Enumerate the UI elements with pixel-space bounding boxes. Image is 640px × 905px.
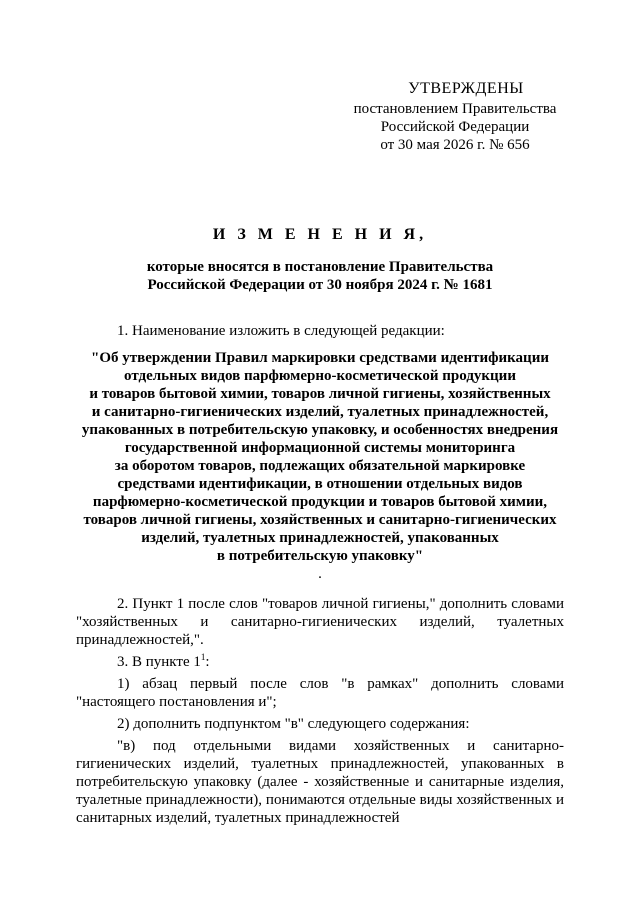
- quote-line: и товаров бытовой химии, товаров личной гигиены, хозяйственных: [89, 386, 551, 402]
- document-heading: [60, 226, 580, 294]
- item-3-colon: :: [205, 654, 210, 670]
- document-subtitle-line-2: Российской Федерации от 30 ноября 2024 г. № 1681: [147, 277, 493, 293]
- subitem-2-text: "в) под отдельными видами хозяйственных и санитарно-гигиенических изделий, туалетных принадлежностей, упакованных в потребительскую упаковку (далее - хозяйственные и санитарные изделия, туалетные принадлежности), понимаются отдельные виды хозяйственных и санитарных изделий, туалетных принадлежностей: [76, 738, 564, 826]
- quote-last-text: в потребительскую упаковку": [216, 548, 424, 564]
- document-subtitle-line-1: которые вносятся в постановление Правительства: [146, 259, 494, 275]
- item-2: 2. Пункт 1 после слов "товаров личной гигиены," дополнить словами "хозяйственных и санитарно-гигиенических изделий, туалетных принадлежностей,".: [76, 596, 564, 648]
- new-title-quote: [76, 349, 564, 583]
- quote-line: государственной информационной системы мониторинга: [124, 440, 516, 456]
- quote-line: парфюмерно-косметической продукции и товаров бытовой химии,: [92, 494, 548, 510]
- item-1: 1. Наименование изложить в следующей редакции:: [117, 323, 445, 339]
- quote-line: упакованных в потребительскую упаковку, и особенностях внедрения: [81, 422, 559, 438]
- quote-period: .: [318, 566, 322, 582]
- quote-last-line: [76, 547, 564, 583]
- approval-title: УТВЕРЖДЕНЫ: [408, 80, 524, 97]
- quote-line: "Об утверждении Правил маркировки средствами идентификации: [91, 350, 549, 366]
- quote-line: за оборотом товаров, подлежащих обязательной маркировке: [114, 458, 526, 474]
- document-body: [76, 322, 564, 831]
- subitem-1: 1) абзац первый после слов "в рамках" дополнить словами "настоящего постановления и";: [76, 676, 564, 710]
- quote-line: отдельных видов парфюмерно-косметической продукции: [124, 368, 516, 384]
- item-3-text: 3. В пункте 1: [117, 654, 201, 670]
- approval-line-1: постановлением Правительства: [353, 101, 557, 117]
- item-3-superscript: 1: [200, 652, 206, 662]
- approval-line-2: Российской Федерации: [380, 119, 530, 135]
- subitem-2: 2) дополнить подпунктом "в" следующего содержания:: [117, 716, 470, 732]
- document-title: И З М Е Н Е Н И Я,: [212, 226, 428, 243]
- quote-line: товаров личной гигиены, хозяйственных и санитарно-гигиенических: [83, 512, 557, 528]
- approval-line-3: от 30 мая 2026 г. № 656: [380, 137, 530, 153]
- quote-line: средствами идентификации, в отношении отдельных видов: [117, 476, 523, 492]
- quote-line: и санитарно-гигиенических изделий, туалетных принадлежностей,: [91, 404, 549, 420]
- quote-line: изделий, туалетных принадлежностей, упакованных: [141, 530, 499, 546]
- approval-stamp: [340, 80, 570, 154]
- item-3: [76, 653, 564, 671]
